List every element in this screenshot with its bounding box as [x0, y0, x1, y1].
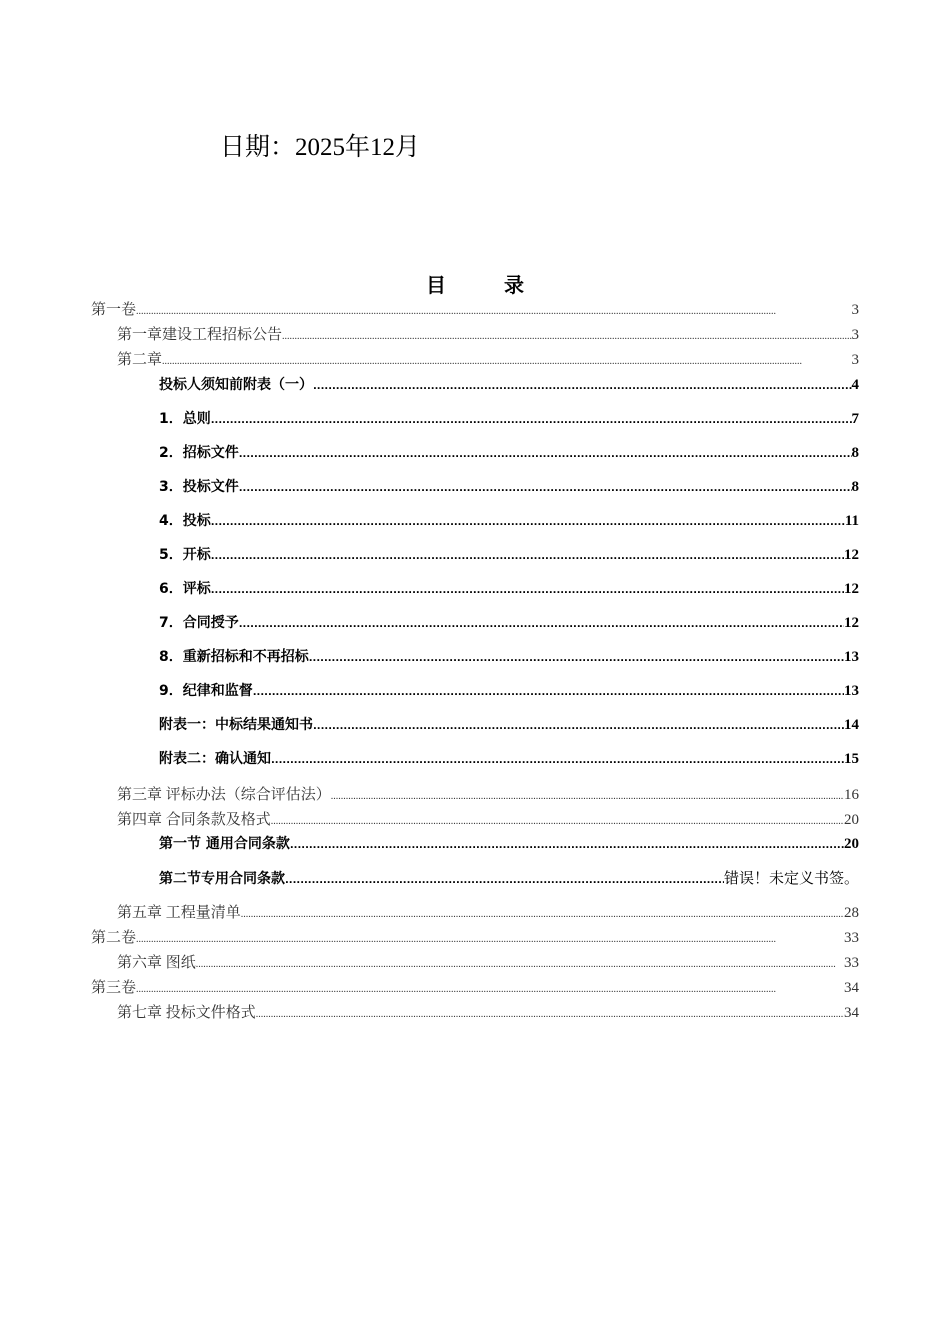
- toc-leader: [282, 325, 851, 347]
- toc-entry-section-7[interactable]: [159, 613, 859, 635]
- toc-entry-page: 13: [844, 649, 859, 665]
- toc-entry-page: 20: [844, 812, 859, 828]
- toc-entry-bidder-notice-table[interactable]: [159, 375, 859, 397]
- toc-leader: [313, 715, 844, 737]
- toc-entry-label: 第三卷: [91, 980, 137, 996]
- toc-entry-page: 33: [844, 930, 859, 946]
- toc-entry-section-9[interactable]: [159, 681, 859, 703]
- toc-entry-label: 第二卷: [91, 930, 137, 946]
- toc-entry-section-5[interactable]: [159, 545, 859, 567]
- toc-leader: [253, 681, 844, 703]
- toc-entry-label: 附表一：中标结果通知书: [159, 717, 313, 733]
- toc-entry-page: 20: [844, 836, 859, 852]
- toc-entry-special-contract-terms[interactable]: [159, 869, 859, 891]
- toc-leader: [136, 978, 844, 1000]
- toc-entry-general-contract-terms[interactable]: [159, 834, 859, 856]
- toc-heading-part1: 目: [426, 273, 446, 297]
- toc-leader: [211, 579, 844, 601]
- toc-leader: [211, 511, 845, 533]
- toc-entry-section-2[interactable]: [159, 443, 859, 465]
- toc-entry-page: 34: [844, 1005, 859, 1021]
- toc-entry-label: 第六章 图纸: [117, 955, 196, 971]
- toc-entry-label: 第一节 通用合同条款: [159, 836, 290, 852]
- toc-leader: [196, 953, 844, 975]
- toc-entry-label: 第五章 工程量清单: [117, 905, 241, 921]
- toc-leader: [309, 647, 844, 669]
- toc-entry-label: 第一卷: [91, 302, 137, 318]
- toc-leader: [313, 375, 852, 397]
- toc-leader: [271, 810, 844, 832]
- toc-entry-appendix-1[interactable]: [159, 715, 859, 737]
- toc-entry-chapter-6[interactable]: [117, 953, 859, 975]
- toc-entry-chapter-1[interactable]: [117, 325, 859, 347]
- toc-entry-section-6[interactable]: [159, 579, 859, 601]
- toc-entry-page: 13: [844, 683, 859, 699]
- toc-entry-label: 3．投标文件: [159, 479, 239, 495]
- toc-entry-page: 34: [844, 980, 859, 996]
- toc-entry-page: 14: [844, 717, 859, 733]
- toc-entry-section-1[interactable]: [159, 409, 859, 431]
- toc-entry-page: 12: [844, 581, 859, 597]
- toc-leader: [331, 785, 844, 807]
- toc-entry-page: 8: [851, 445, 859, 461]
- toc-leader: [211, 545, 844, 567]
- toc-leader: [241, 903, 844, 925]
- toc-entry-volume-2[interactable]: [91, 928, 859, 950]
- toc-entry-page: 8: [851, 479, 859, 495]
- toc-entry-label: 第一章建设工程招标公告: [117, 327, 283, 343]
- toc-entry-label: 附表二：确认通知: [159, 751, 271, 767]
- toc-entry-page: 12: [844, 547, 859, 563]
- toc-heading-part2: 录: [504, 273, 524, 297]
- toc-entry-page: 11: [844, 513, 859, 529]
- toc-leader: [211, 409, 852, 431]
- toc-entry-label: 8．重新招标和不再招标: [159, 649, 309, 665]
- toc-entry-chapter-2[interactable]: [117, 350, 859, 372]
- toc-leader: [271, 749, 844, 771]
- toc-entry-volume-1[interactable]: [91, 300, 859, 322]
- toc-entry-chapter-3[interactable]: [117, 785, 859, 807]
- toc-entry-label: 第四章 合同条款及格式: [117, 812, 271, 828]
- toc-entry-label: 6．评标: [159, 581, 211, 597]
- toc-entry-label: 9．纪律和监督: [159, 683, 253, 699]
- toc-entry-appendix-2[interactable]: [159, 749, 859, 771]
- toc-entry-label: 5．开标: [159, 547, 211, 563]
- toc-entry-label: 2．招标文件: [159, 445, 239, 461]
- toc-leader: [256, 1003, 844, 1025]
- toc-leader: [239, 477, 852, 499]
- toc-entry-label: 第二章: [117, 352, 163, 368]
- toc-entry-section-8[interactable]: [159, 647, 859, 669]
- toc-entry-label: 第七章 投标文件格式: [117, 1005, 256, 1021]
- toc-leader: [239, 613, 844, 635]
- toc-entry-label: 第三章 评标办法（综合评估法）: [117, 787, 331, 803]
- toc-entry-page: 3: [851, 327, 859, 343]
- toc-leader: [290, 834, 844, 856]
- toc-entry-page: 16: [844, 787, 859, 803]
- toc-leader: [136, 300, 851, 322]
- toc-entry-page: 4: [851, 377, 859, 393]
- toc-leader: [239, 443, 852, 465]
- toc-entry-page-error: 错误！未定义书签。: [723, 871, 859, 887]
- toc-entry-page: 3: [851, 302, 859, 318]
- toc-entry-chapter-5[interactable]: [117, 903, 859, 925]
- toc-leader: [162, 350, 851, 372]
- toc-entry-page: 3: [851, 352, 859, 368]
- toc-leader: [285, 869, 724, 891]
- toc-entry-chapter-4[interactable]: [117, 810, 859, 832]
- toc-entry-page: 12: [844, 615, 859, 631]
- toc-entry-page: 33: [844, 955, 859, 971]
- toc-entry-chapter-7[interactable]: [117, 1003, 859, 1025]
- toc-entry-volume-3[interactable]: [91, 978, 859, 1000]
- toc-entry-page: 28: [844, 905, 859, 921]
- toc-entry-section-3[interactable]: [159, 477, 859, 499]
- toc-entry-label: 1．总则: [159, 411, 211, 427]
- toc-entry-label: 投标人须知前附表（一）: [159, 377, 313, 393]
- document-date: 日期：2025年12月: [220, 134, 421, 161]
- toc-entry-label: 7．合同授予: [159, 615, 239, 631]
- toc-entry-page: 7: [851, 411, 859, 427]
- toc-entry-label: 4．投标: [159, 513, 211, 529]
- toc-entry-section-4[interactable]: [159, 511, 859, 533]
- toc-entry-label: 第二节专用合同条款: [159, 871, 285, 887]
- toc-entry-page: 15: [844, 751, 859, 767]
- toc-leader: [136, 928, 844, 950]
